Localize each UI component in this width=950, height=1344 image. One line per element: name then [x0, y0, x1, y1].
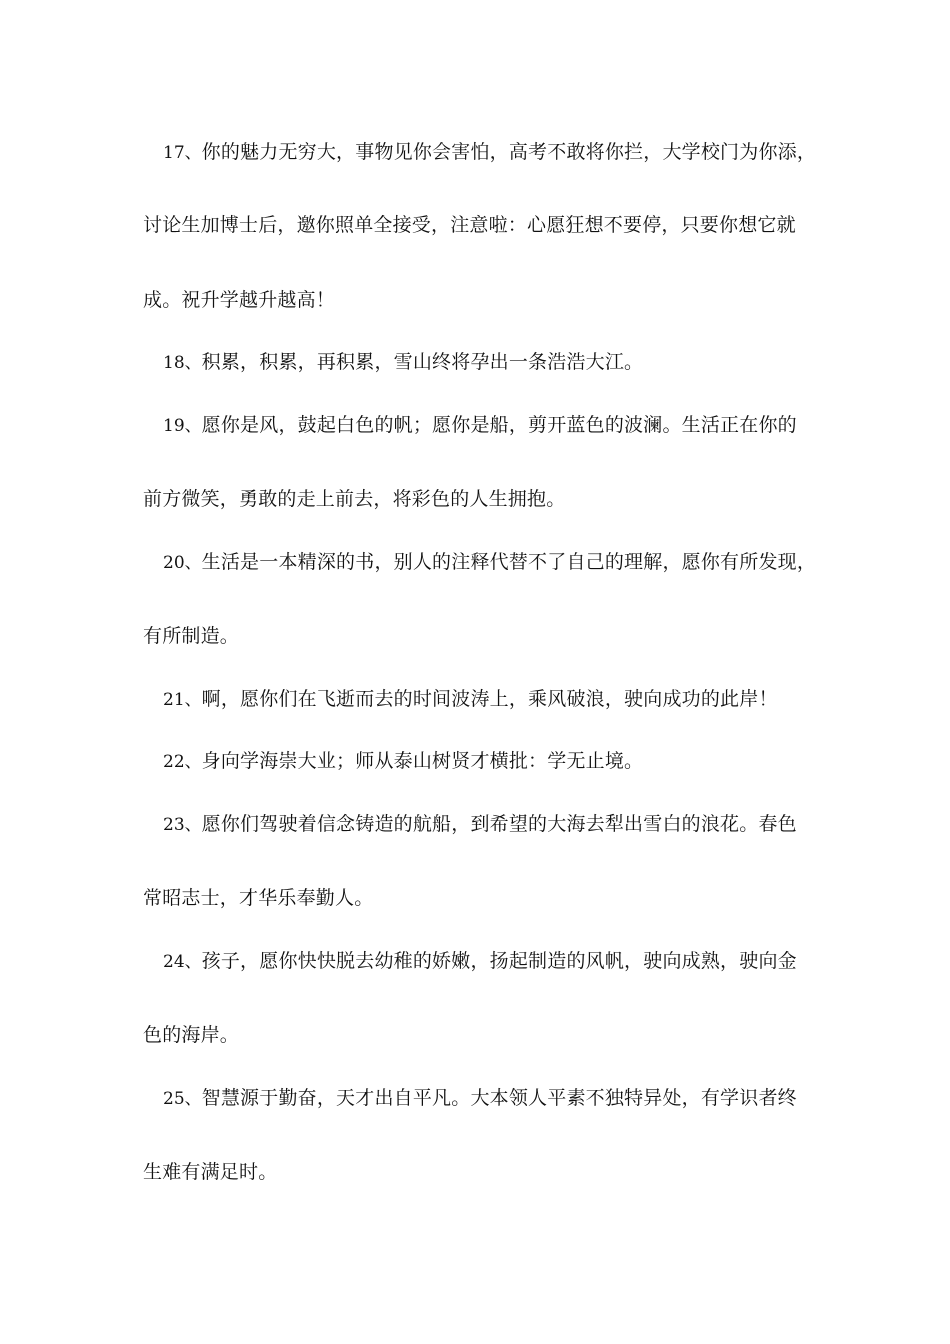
paragraph-21-line-1	[163, 685, 843, 714]
item-number-25: 25、	[163, 1089, 202, 1109]
item-number-24: 24、	[163, 952, 202, 972]
item-number-22: 22、	[163, 752, 202, 772]
paragraph-18-line-1	[163, 348, 843, 377]
paragraph-17-line-1	[163, 138, 843, 167]
paragraph-text: 啊，愿你们在飞逝而去的时间波涛上，乘风破浪，驶向成功的此岸！	[201, 688, 778, 710]
paragraph-23-line-1	[163, 810, 843, 839]
paragraph-text: 身向学海崇大业；师从泰山树贤才横批：学无止境。	[201, 750, 644, 772]
paragraph-17-line-3: 成。祝升学越升越高！	[143, 289, 336, 311]
paragraph-25-line-2: 生难有满足时。	[143, 1161, 278, 1183]
paragraph-text: 愿你们驾驶着信念铸造的航船，到希望的大海去犁出雪白的浪花。春色	[201, 813, 797, 835]
paragraph-text: 生活是一本精深的书，别人的注释代替不了自己的理解，愿你有所发现，	[201, 551, 817, 573]
paragraph-text: 智慧源于勤奋，天才出自平凡。大本领人平素不独特异处，有学识者终	[201, 1087, 797, 1109]
paragraph-23-line-2: 常昭志士，才华乐奉勤人。	[143, 887, 374, 909]
paragraph-text: 愿你是风，鼓起白色的帆；愿你是船，剪开蓝色的波澜。生活正在你的	[201, 414, 797, 436]
item-number-17: 17、	[163, 143, 202, 163]
paragraph-22-line-1	[163, 747, 843, 776]
paragraph-20-line-2: 有所制造。	[143, 625, 240, 647]
paragraph-text: 你的魅力无穷大，事物见你会害怕，高考不敢将你拦，大学校门为你添，	[201, 141, 817, 163]
item-number-20: 20、	[163, 553, 202, 573]
item-number-18: 18、	[163, 353, 202, 373]
paragraph-20-line-1	[163, 548, 843, 577]
item-number-19: 19、	[163, 416, 202, 436]
paragraph-17-line-2: 讨论生加博士后，邀你照单全接受，注意啦：心愿狂想不要停，只要你想它就	[143, 214, 796, 236]
paragraph-text: 积累，积累，再积累，雪山终将孕出一条浩浩大江。	[201, 351, 644, 373]
paragraph-24-line-2: 色的海岸。	[143, 1024, 240, 1046]
item-number-21: 21、	[163, 690, 202, 710]
item-number-23: 23、	[163, 815, 202, 835]
paragraph-25-line-1	[163, 1084, 843, 1113]
paragraph-text: 孩子，愿你快快脱去幼稚的娇嫩，扬起制造的风帆，驶向成熟，驶向金	[201, 950, 797, 972]
paragraph-19-line-1	[163, 411, 843, 440]
paragraph-19-line-2: 前方微笑，勇敢的走上前去，将彩色的人生拥抱。	[143, 488, 566, 510]
paragraph-24-line-1	[163, 947, 843, 976]
